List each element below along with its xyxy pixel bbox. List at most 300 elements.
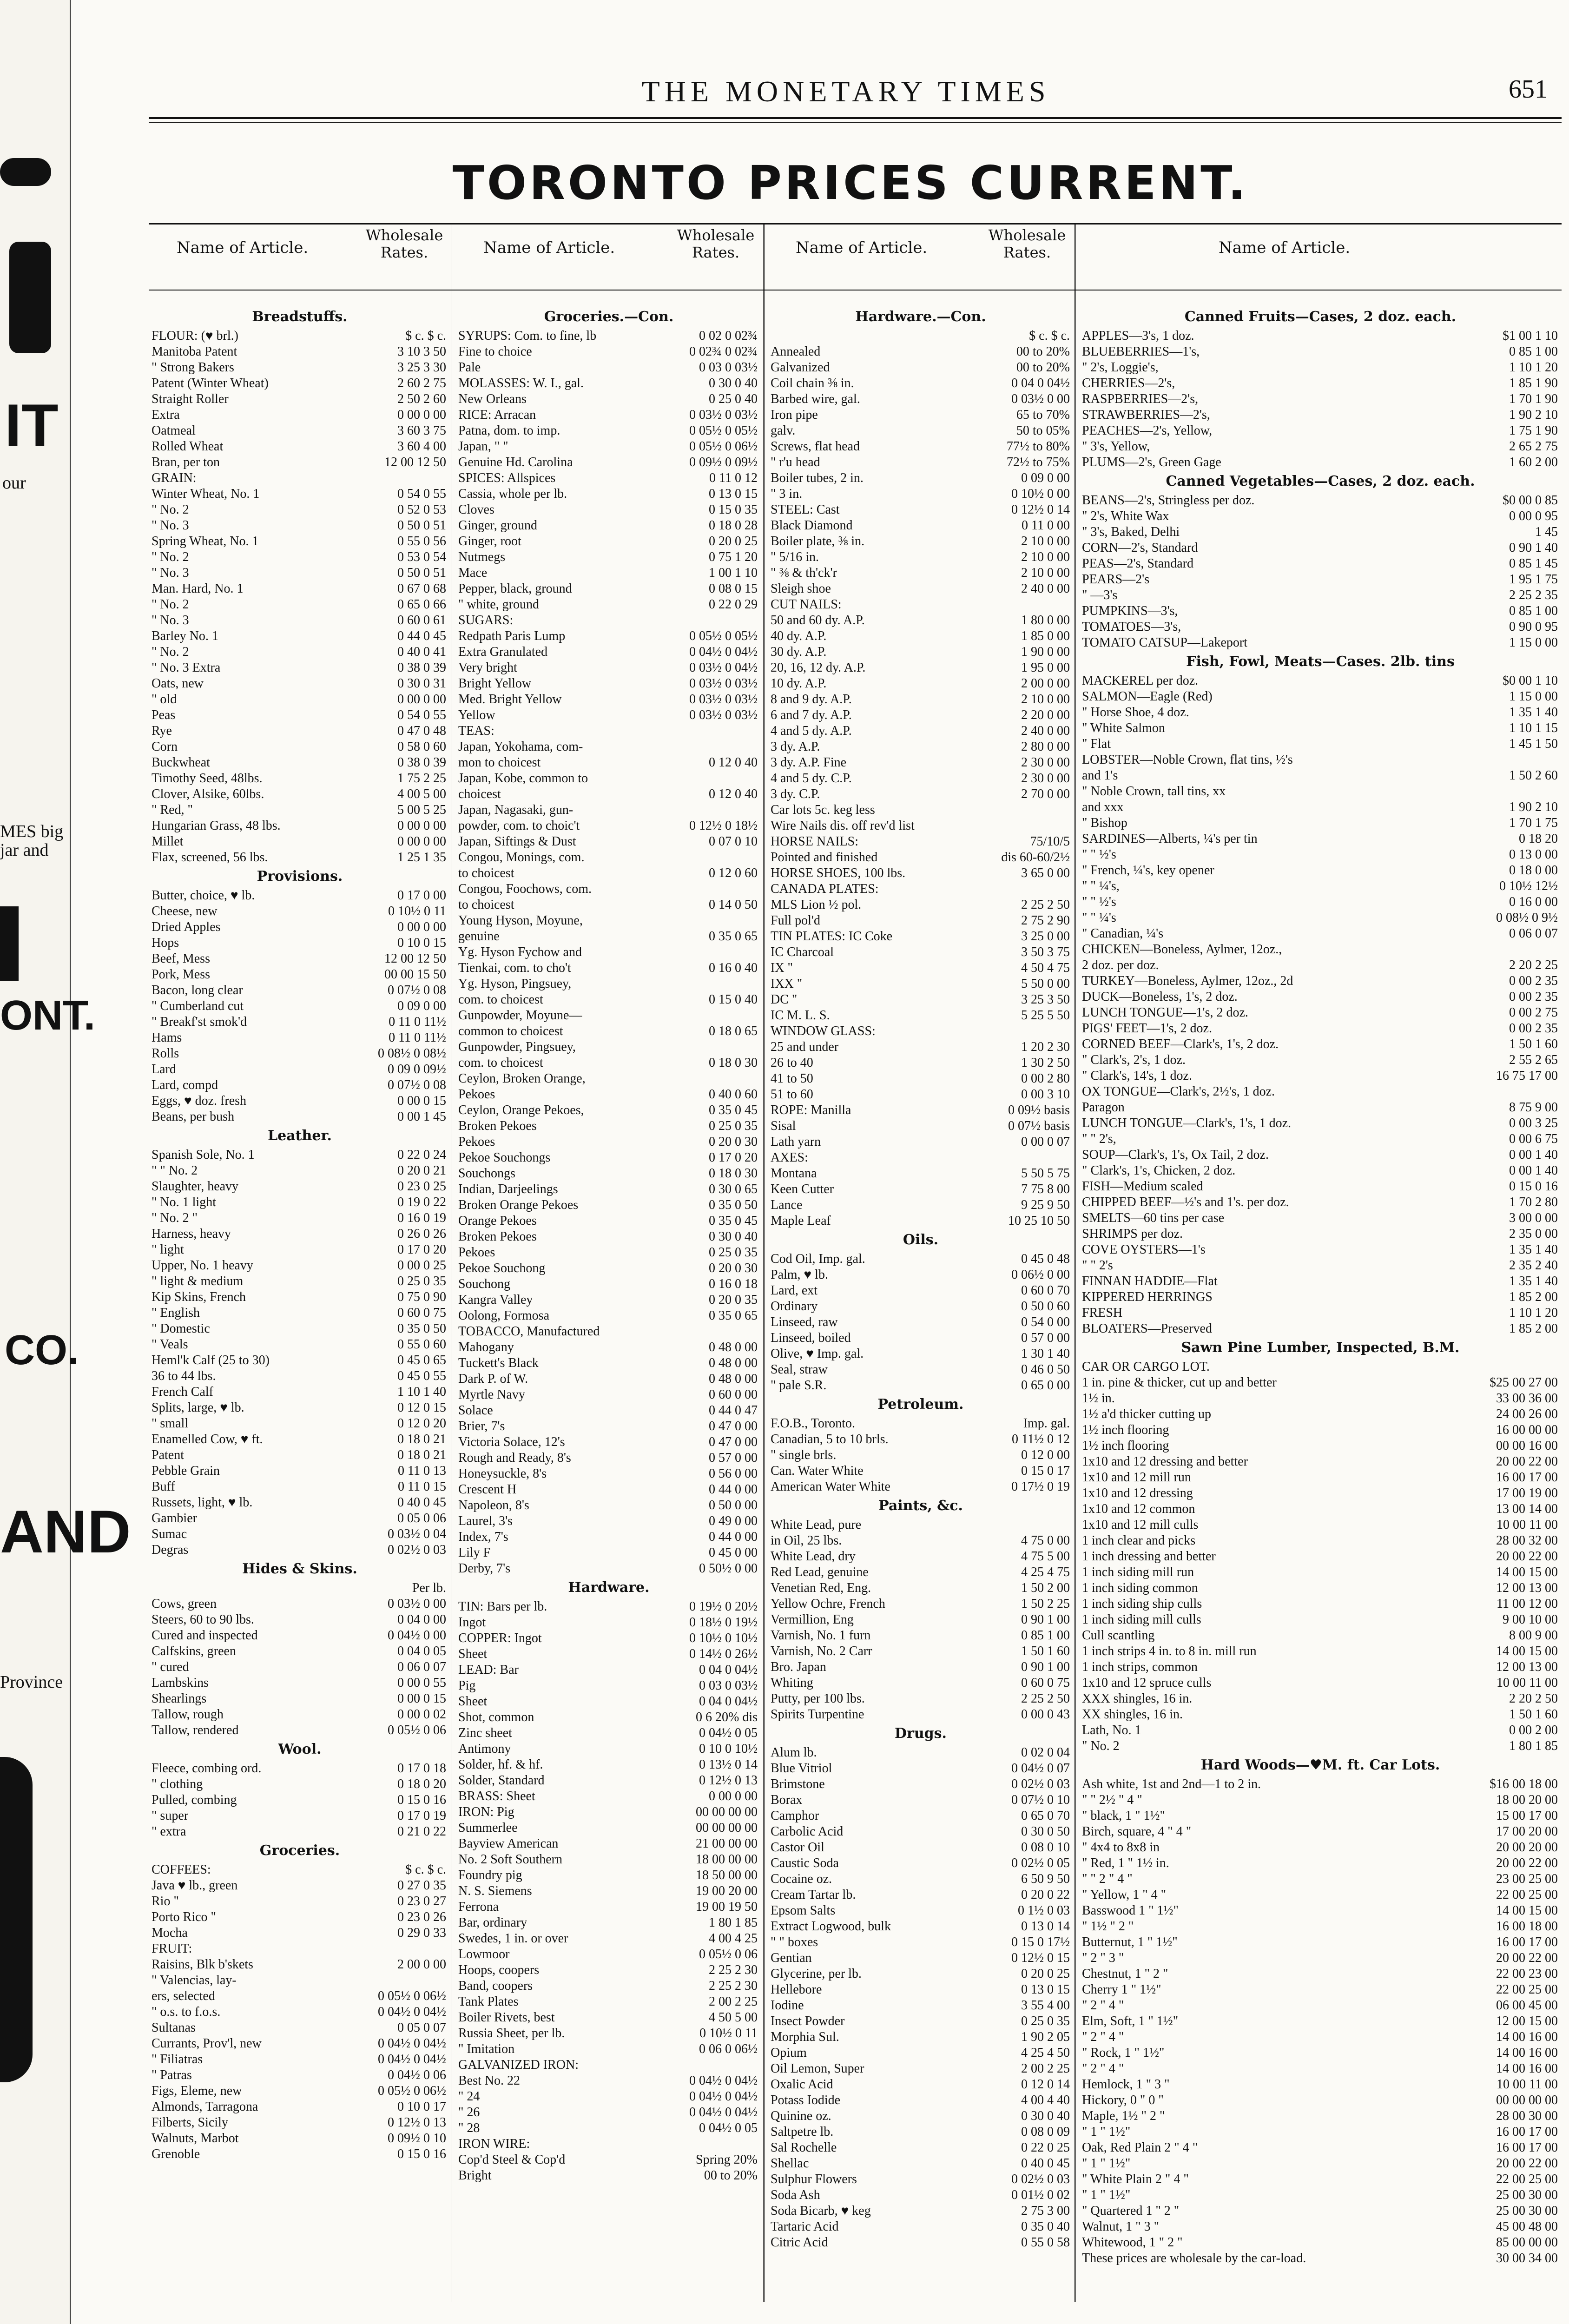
price-row — [768, 739, 1074, 755]
article-name: Manitoba Patent — [152, 344, 237, 359]
price-row — [1079, 973, 1562, 989]
article-name: 1 inch siding mill run — [1082, 1565, 1194, 1579]
section-heading: Groceries.—Con. — [544, 309, 674, 325]
wholesale-rate: 20 00 22 00 — [1496, 1856, 1558, 1870]
article-name: " 24 — [458, 2089, 480, 2104]
price-row — [455, 1039, 762, 1055]
wholesale-rate: 33 00 36 00 — [1496, 1391, 1558, 1406]
article-name: " Clark's, 14's, 1 doz. — [1082, 1069, 1192, 1083]
wholesale-rate: 0 90 1 00 — [1021, 1612, 1070, 1627]
article-name: Calfskins, green — [152, 1644, 236, 1658]
article-name: Laurel, 3's — [458, 1514, 513, 1528]
wholesale-rate: 0 30 0 65 — [709, 1182, 758, 1196]
article-name: Spirits Turpentine — [771, 1707, 864, 1722]
section-heading: Canned Vegetables—Cases, 2 doz. each. — [1166, 473, 1475, 489]
wholesale-rate: 0 04½ 0 04½ — [378, 2036, 446, 2051]
article-name: in Oil, 25 lbs. — [771, 1533, 842, 1548]
article-name: Camphor — [771, 1809, 819, 1823]
wholesale-rate: 0 54 0 00 — [1021, 1315, 1070, 1329]
price-row — [149, 1210, 451, 1226]
article-name: " Rock, 1 " 1½" — [1082, 2046, 1165, 2060]
price-row — [768, 1950, 1074, 1966]
article-name: FLOUR: (♥ brl.) — [152, 329, 238, 343]
article-name: Heml'k Calf (25 to 30) — [152, 1353, 270, 1367]
article-name: LOBSTER—Noble Crown, flat tins, ½'s — [1082, 753, 1293, 767]
article-name: Alum lb. — [771, 1745, 817, 1760]
price-row — [1079, 376, 1562, 391]
wholesale-rate: 1 50 1 60 — [1509, 1037, 1558, 1051]
article-name: Palm, ♥ lb. — [771, 1268, 828, 1282]
article-name: Degras — [152, 1543, 189, 1557]
article-name: 25 and under — [771, 1040, 839, 1054]
price-row — [768, 1517, 1074, 1533]
article-name: Lard, compd — [152, 1078, 218, 1092]
wholesale-rate: 0 18½ 0 19½ — [689, 1615, 758, 1630]
article-name: XX shingles, 16 in. — [1082, 1707, 1183, 1722]
article-name: " " boxes — [771, 1935, 818, 1949]
price-row — [149, 1792, 451, 1808]
wholesale-rate: 2 50 2 60 — [397, 392, 446, 406]
wholesale-rate: 0 06 0 06½ — [699, 2042, 758, 2056]
price-row — [1079, 1289, 1562, 1305]
price-row — [768, 1166, 1074, 1182]
price-row — [1079, 2093, 1562, 2108]
price-row — [149, 1447, 451, 1463]
wholesale-rate: 0 06 0 07 — [1509, 926, 1558, 941]
article-name: PEAS—2's, Standard — [1082, 556, 1193, 571]
wholesale-rate: 0 45 0 48 — [1021, 1252, 1070, 1266]
article-name: AXES: — [771, 1150, 808, 1165]
wholesale-rate: 1 80 1 85 — [1509, 1739, 1558, 1753]
article-name: 36 to 44 lbs. — [152, 1369, 216, 1383]
price-row — [1079, 1100, 1562, 1116]
price-row — [1079, 2203, 1562, 2219]
price-row — [768, 2172, 1074, 2187]
article-name: Basswood 1 " 1½" — [1082, 1903, 1179, 1918]
article-name: com. to choicest — [458, 992, 543, 1007]
price-row — [455, 1561, 762, 1577]
article-name: 51 to 60 — [771, 1087, 813, 1102]
wholesale-rate: 0 04½ 0 04½ — [689, 645, 758, 659]
price-row — [149, 1258, 451, 1274]
wholesale-rate: 2 65 2 75 — [1509, 439, 1558, 454]
price-row — [455, 1197, 762, 1213]
article-name: WINDOW GLASS: — [771, 1024, 876, 1038]
rates-header: Wholesale Rates. — [988, 226, 1066, 261]
price-row — [1079, 910, 1562, 926]
article-name: Soda Ash — [771, 2188, 820, 2202]
article-name: Varnish, No. 1 furn — [771, 1628, 871, 1643]
wholesale-rate: 2 40 0 00 — [1021, 581, 1070, 596]
article-name: CAR OR CARGO LOT. — [1082, 1360, 1210, 1374]
wholesale-rate: 72½ to 75% — [1006, 455, 1070, 469]
price-row — [768, 502, 1074, 518]
wholesale-rate: 1 85 2 00 — [1509, 1321, 1558, 1336]
article-name: " Red, " — [152, 803, 193, 817]
article-name: Oil Lemon, Super — [771, 2061, 864, 2076]
wholesale-rate: 12 00 12 50 — [384, 455, 446, 469]
article-name: Swedes, 1 in. or over — [458, 1931, 568, 1946]
wholesale-rate: $ c. $ c. — [405, 329, 446, 343]
article-name: Ceylon, Broken Orange, — [458, 1071, 586, 1086]
wholesale-rate: 0 16 0 00 — [1509, 895, 1558, 909]
article-name: Elm, Soft, 1 " 1½" — [1082, 2014, 1179, 2028]
price-row — [455, 407, 762, 423]
article-name: 40 dy. A.P. — [771, 629, 827, 643]
article-name: Derby, 7's — [458, 1561, 511, 1576]
price-row — [455, 1498, 762, 1513]
wholesale-rate: 5 25 5 50 — [1021, 1008, 1070, 1023]
wholesale-rate: 0 55 0 56 — [397, 534, 446, 548]
price-row — [768, 1871, 1074, 1887]
left-strip-text: MES big — [0, 822, 64, 841]
price-row — [1079, 1533, 1562, 1549]
article-name: Sulphur Flowers — [771, 2172, 857, 2186]
price-row — [149, 771, 451, 786]
article-name: Tallow, rendered — [152, 1723, 239, 1737]
wholesale-rate: 4 50 5 00 — [709, 2010, 758, 2025]
price-row — [455, 1150, 762, 1166]
article-name: Black Diamond — [771, 518, 853, 533]
section-heading: Oils. — [903, 1232, 939, 1248]
price-row — [455, 1450, 762, 1466]
price-row — [1079, 1738, 1562, 1754]
article-name: 1 inch strips, common — [1082, 1660, 1198, 1674]
price-row — [149, 1321, 451, 1337]
price-row — [1079, 407, 1562, 423]
wholesale-rate: 18 00 00 00 — [696, 1852, 758, 1867]
article-name: Whitewood, 1 " 2 " — [1082, 2235, 1183, 2250]
wholesale-rate: 0 16 0 19 — [397, 1211, 446, 1225]
article-name: 1x10 and 12 dressing — [1082, 1486, 1193, 1500]
price-row — [455, 565, 762, 581]
article-name: Souchong — [458, 1277, 510, 1291]
article-name: 1 in. pine & thicker, cut up and better — [1082, 1375, 1277, 1390]
price-row — [768, 1330, 1074, 1346]
price-row — [1079, 1406, 1562, 1422]
article-name: American Water White — [771, 1479, 890, 1494]
article-name: Barley No. 1 — [152, 629, 218, 643]
article-name: Cows, green — [152, 1597, 217, 1611]
price-row — [768, 755, 1074, 771]
price-row — [768, 1463, 1074, 1479]
article-name: STEEL: Cast — [771, 502, 840, 517]
article-name: Castor Oil — [771, 1840, 824, 1855]
wholesale-rate: 0 65 0 00 — [1021, 1378, 1070, 1393]
price-row — [768, 1745, 1074, 1761]
wholesale-rate: 20 00 20 00 — [1496, 1840, 1558, 1855]
price-row — [455, 1434, 762, 1450]
wholesale-rate: 0 05½ 0 05½ — [689, 423, 758, 438]
article-name: Broken Pekoes — [458, 1119, 537, 1133]
wholesale-rate: 0 10½ 0 10½ — [689, 1631, 758, 1645]
article-name: Soda Bicarb, ♥ keg — [771, 2204, 871, 2218]
price-row — [455, 1087, 762, 1103]
wholesale-rate: 0 20 0 25 — [1021, 1967, 1070, 1981]
price-row — [149, 470, 451, 486]
article-name: Lily F — [458, 1545, 491, 1560]
article-name: Paragon — [1082, 1100, 1125, 1115]
wholesale-rate: 7 75 8 00 — [1021, 1182, 1070, 1196]
price-row — [455, 1962, 762, 1978]
wholesale-rate: 14 00 16 00 — [1496, 2061, 1558, 2076]
page-number: 651 — [1509, 75, 1548, 104]
wholesale-rate: 0 03½ 0 03½ — [689, 692, 758, 706]
article-name: Seal, straw — [771, 1362, 828, 1377]
price-row — [1079, 1675, 1562, 1691]
price-row — [768, 391, 1074, 407]
wholesale-rate: 0 04½ 0 00 — [388, 1628, 446, 1643]
article-name: LEAD: Bar — [458, 1663, 519, 1677]
article-name: Keen Cutter — [771, 1182, 834, 1196]
section-heading: Fish, Fowl, Meats—Cases. 2lb. tins — [1186, 654, 1455, 670]
price-row — [1079, 1422, 1562, 1438]
article-name: Ginger, root — [458, 534, 521, 548]
article-name: 3 dy. A.P. Fine — [771, 755, 847, 770]
wholesale-rate: 0 12½ 0 14 — [1011, 502, 1070, 517]
price-row — [768, 376, 1074, 391]
article-name: Enamelled Cow, ♥ ft. — [152, 1432, 263, 1446]
wholesale-rate: 4 00 4 25 — [709, 1931, 758, 1946]
article-name: " " 2's — [1082, 1258, 1113, 1273]
price-row — [149, 1824, 451, 1840]
wholesale-rate: 0 35 0 45 — [709, 1103, 758, 1117]
price-row — [768, 2014, 1074, 2029]
article-name: Bar, ordinary — [458, 1915, 527, 1930]
wholesale-rate: 0 00 1 40 — [1509, 1163, 1558, 1178]
price-row — [455, 1008, 762, 1023]
wholesale-rate: 0 15 0 16 — [397, 2147, 446, 2161]
wholesale-rate: 1 90 2 05 — [1021, 2030, 1070, 2044]
wholesale-rate: 0 75 0 90 — [397, 1290, 446, 1304]
wholesale-rate: 0 10½ 0 11 — [388, 904, 446, 918]
article-name: Butter, choice, ♥ lb. — [152, 888, 255, 903]
article-name: " 26 — [458, 2105, 480, 2119]
price-row — [1079, 1210, 1562, 1226]
wholesale-rate: 0 03½ 0 04 — [388, 1527, 446, 1541]
article-name: Pekoes — [458, 1087, 495, 1102]
column-2 — [455, 224, 762, 2302]
price-row — [149, 1862, 451, 1878]
article-name: Whiting — [771, 1676, 813, 1690]
price-row — [149, 1691, 451, 1707]
price-row — [455, 2136, 762, 2152]
price-row — [455, 944, 762, 960]
article-name: Bro. Japan — [771, 1660, 826, 1674]
article-name: COPPER: Ingot — [458, 1631, 542, 1645]
price-row — [1079, 2124, 1562, 2140]
price-row — [455, 2026, 762, 2041]
price-row — [455, 707, 762, 723]
wholesale-rate: 0 09 0 00 — [397, 999, 446, 1013]
price-row — [1079, 1580, 1562, 1596]
article-name: " —3's — [1082, 588, 1118, 602]
wholesale-rate: 22 00 25 00 — [1496, 1888, 1558, 1902]
price-row — [1079, 572, 1562, 588]
wholesale-rate: 0 57 0 00 — [1021, 1331, 1070, 1345]
article-name: Gunpowder, Moyune— — [458, 1008, 582, 1023]
price-row — [1079, 799, 1562, 815]
price-row — [768, 423, 1074, 439]
price-row — [455, 1276, 762, 1292]
article-name: Lard, ext — [771, 1283, 818, 1298]
price-row — [455, 1355, 762, 1371]
price-row — [1079, 1998, 1562, 2014]
price-row — [149, 1195, 451, 1210]
price-row — [1079, 989, 1562, 1005]
price-row — [768, 1299, 1074, 1314]
article-name: LUNCH TONGUE—Clark's, 1's, 1 doz. — [1082, 1116, 1292, 1130]
section-heading: Canned Fruits—Cases, 2 doz. each. — [1184, 309, 1457, 325]
price-row — [1079, 603, 1562, 619]
price-row — [149, 919, 451, 935]
price-row — [1079, 1391, 1562, 1406]
price-row — [455, 376, 762, 391]
wholesale-rate: 0 29 0 33 — [397, 1926, 446, 1940]
article-name: " ⅜ & th'ck'r — [771, 566, 837, 580]
wholesale-rate: 0 18 0 20 — [397, 1777, 446, 1791]
price-row — [149, 1776, 451, 1792]
price-row — [149, 439, 451, 455]
price-row — [768, 1213, 1074, 1229]
article-name: Butternut, 1 " 1½" — [1082, 1935, 1178, 1949]
price-row — [768, 549, 1074, 565]
wholesale-rate: 0 45 0 00 — [709, 1545, 758, 1560]
article-name: Japan, Yokohama, com- — [458, 739, 583, 754]
wholesale-rate: 0 30 0 40 — [709, 1229, 758, 1244]
article-name: common to choicest — [458, 1024, 563, 1038]
article-name: Shot, common — [458, 1710, 534, 1724]
article-name: Oak, Red Plain 2 " 4 " — [1082, 2140, 1198, 2155]
article-name: Congou, Monings, com. — [458, 850, 585, 865]
price-row — [149, 423, 451, 439]
wholesale-rate: 0 35 0 50 — [709, 1198, 758, 1212]
wholesale-rate: 4 75 5 00 — [1021, 1549, 1070, 1564]
price-row — [455, 1055, 762, 1071]
article-name: Fleece, combing ord. — [152, 1761, 262, 1776]
price-row — [455, 850, 762, 865]
wholesale-rate: $0 00 0 85 — [1503, 493, 1558, 508]
price-row — [455, 960, 762, 976]
article-name: IXX " — [771, 977, 803, 991]
price-row — [149, 1675, 451, 1691]
wholesale-rate: 0 00 3 10 — [1021, 1087, 1070, 1102]
article-name: Spring Wheat, No. 1 — [152, 534, 259, 548]
article-name: Band, coopers — [458, 1979, 533, 1993]
price-row — [1079, 705, 1562, 720]
price-row — [149, 1226, 451, 1242]
article-name: Zinc sheet — [458, 1726, 512, 1740]
article-name: Java ♥ lb., green — [152, 1878, 238, 1893]
article-name: TEAS: — [458, 724, 494, 738]
price-row — [149, 360, 451, 376]
price-row — [1079, 1084, 1562, 1100]
article-name: 6 and 7 dy. A.P. — [771, 708, 852, 722]
price-row — [1079, 1068, 1562, 1084]
price-row — [768, 913, 1074, 929]
price-row — [455, 802, 762, 818]
wholesale-rate: 0 55 0 60 — [397, 1337, 446, 1352]
wholesale-rate: 0 12½ 0 13 — [388, 2115, 446, 2130]
article-name: " Canadian, ¼'s — [1082, 926, 1164, 941]
price-row — [768, 628, 1074, 644]
article-name: Japan, Nagasaki, gun- — [458, 803, 574, 817]
price-row — [768, 771, 1074, 786]
article-name: PLUMS—2's, Green Gage — [1082, 455, 1221, 469]
article-name: Oxalic Acid — [771, 2077, 833, 2092]
price-row — [1079, 926, 1562, 942]
price-row — [455, 486, 762, 502]
price-row — [768, 2187, 1074, 2203]
article-name: Bright Yellow — [458, 676, 532, 691]
wholesale-rate: 0 00 0 07 — [1021, 1135, 1070, 1149]
wholesale-rate: 3 25 3 50 — [1021, 992, 1070, 1007]
article-name: " White Plain 2 " 4 " — [1082, 2172, 1189, 2186]
wholesale-rate: 20 00 22 00 — [1496, 1454, 1558, 1469]
price-table — [149, 223, 1562, 2302]
article-name: Russia Sheet, per lb. — [458, 2026, 565, 2040]
wholesale-rate: 6 50 9 50 — [1021, 1872, 1070, 1886]
article-name: Pekoe Souchong — [458, 1261, 546, 1275]
price-row — [455, 834, 762, 850]
article-name: RASPBERRIES—2's, — [1082, 392, 1199, 406]
wholesale-rate: 17 00 19 00 — [1496, 1486, 1558, 1500]
wholesale-rate: 10 00 11 00 — [1496, 1676, 1558, 1690]
wholesale-rate: 0 44 0 45 — [397, 629, 446, 643]
article-name: BEANS—2's, Stringless per doz. — [1082, 493, 1255, 508]
price-row — [768, 1251, 1074, 1267]
section-heading: Wool. — [278, 1741, 322, 1757]
article-name: Glycerine, per lb. — [771, 1967, 862, 1981]
price-row — [768, 1808, 1074, 1824]
price-row — [768, 1182, 1074, 1197]
article-name: Bright — [458, 2168, 492, 2183]
price-row — [1079, 1052, 1562, 1068]
wholesale-rate: 4 25 4 50 — [1021, 2046, 1070, 2060]
price-row — [1079, 2219, 1562, 2235]
price-row — [1079, 2156, 1562, 2172]
wholesale-rate: 5 50 0 00 — [1021, 977, 1070, 991]
article-name: Rio " — [152, 1894, 179, 1908]
wholesale-rate: 00 to 20% — [1016, 344, 1070, 359]
price-row — [149, 1368, 451, 1384]
article-name: 1x10 and 12 dressing and better — [1082, 1454, 1248, 1469]
article-name: ers, selected — [152, 1989, 215, 2003]
price-row — [768, 960, 1074, 976]
article-name: " Quartered 1 " 2 " — [1082, 2204, 1180, 2218]
price-row — [768, 881, 1074, 897]
article-name: 1½ a'd thicker cutting up — [1082, 1407, 1211, 1421]
article-name: Linseed, raw — [771, 1315, 838, 1329]
article-name: " " 2½ " 4 " — [1082, 1793, 1142, 1807]
article-name: Japan, Siftings & Dust — [458, 834, 576, 849]
column-divider — [451, 224, 452, 2302]
wholesale-rate: 0 01½ 0 02 — [1011, 2188, 1070, 2202]
article-name: mon to choicest — [458, 755, 541, 770]
wholesale-rate: 2 35 0 00 — [1509, 1227, 1558, 1241]
price-row — [455, 1466, 762, 1482]
wholesale-rate: 0 15 0 35 — [709, 502, 758, 517]
wholesale-rate: 0 15 0 17½ — [1011, 1935, 1070, 1949]
price-row — [768, 455, 1074, 470]
left-page-strip — [0, 0, 131, 2324]
price-row — [149, 2004, 451, 2020]
wholesale-rate: 0 90 1 00 — [1021, 1660, 1070, 1674]
wholesale-rate: 0 15 0 17 — [1021, 1464, 1070, 1478]
article-name: STRAWBERRIES—2's, — [1082, 408, 1210, 422]
price-row — [149, 850, 451, 865]
article-name: Iron pipe — [771, 408, 818, 422]
